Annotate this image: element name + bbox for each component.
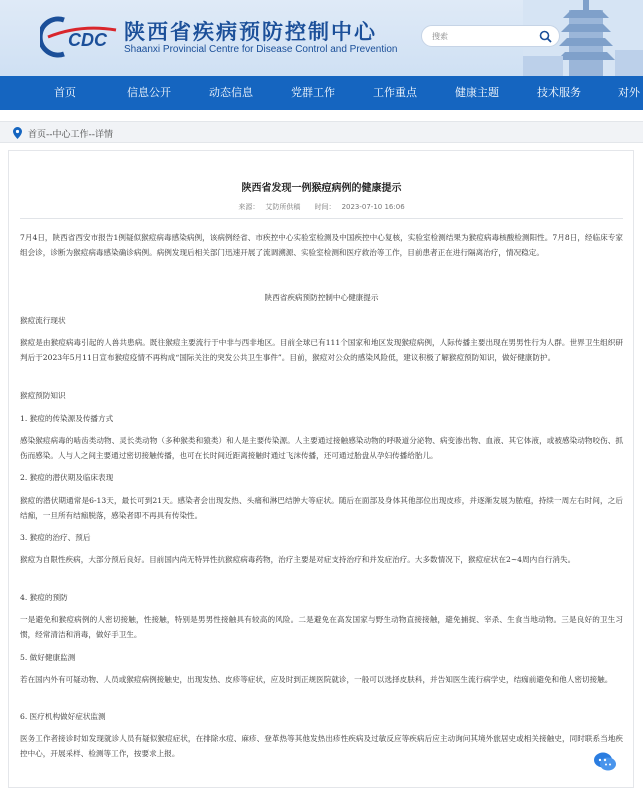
nav-item-key-work[interactable]: 工作重点 <box>373 86 417 99</box>
section-heading: 猴痘流行现状 <box>20 316 66 325</box>
source-label: 来源： <box>238 203 260 211</box>
article-title: 陕西省发现一例猴痘病例的健康提示 <box>241 183 402 194</box>
section-heading: 5. 做好健康监测 <box>20 653 76 662</box>
article-time: 2023-07-10 16:06 <box>341 203 405 211</box>
section-heading: 6. 医疗机构做好症状监测 <box>20 712 106 721</box>
site-name-en: Shaanxi Provincial Centre for Disease Control and Prevention <box>124 44 398 55</box>
nav-item-home[interactable]: 首页 <box>54 86 76 99</box>
section-heading: 1. 猴痘的传染源及传播方式 <box>20 414 114 423</box>
title-divider <box>20 218 623 219</box>
article-paragraph: 医务工作者接诊时如发现就诊人员有疑似猴痘症状，在排除水痘、麻疹、登革热等其他发热出疹性疾病及过敏反应等疾病后应主动询问其境外旅居史或相关接触史，同时联系当地疾控中心，开展采样、检测等工作，按要求上报。 <box>20 734 623 758</box>
article-paragraph: 猴痘是由猴痘病毒引起的人兽共患病。既往猴痘主要流行于中非与西非地区。目前全球已有111个国家和地区发现猴痘病例，人际传播主要出现在男男性行为人群。世界卫生组织研判后于2023年5月11日宣布猴痘疫情不再构成“国际关注的突发公共卫生事件”。目前，猴痘对公众的感染风险低，建议积极了解猴痘预防知识，做好健康防护。 <box>20 338 623 362</box>
article-source: 艾防所供稿 <box>265 203 301 211</box>
article-paragraph: 陕西省疾病预防控制中心健康提示 <box>264 293 379 302</box>
nav-item-health-topics[interactable]: 健康主题 <box>455 86 499 99</box>
article-paragraph: 猴痘为自限性疾病，大部分预后良好。目前国内尚无特异性抗猴痘病毒药物，治疗主要是对症支持治疗和并发症治疗。大多数情况下，猴痘症状在2~4周内自行消失。 <box>20 555 576 564</box>
chat-icon[interactable] <box>593 751 617 773</box>
site-name-cn: 陕西省疾病预防控制中心 <box>124 19 377 44</box>
search-box <box>421 25 560 47</box>
section-heading: 3. 猴痘的治疗、预后 <box>20 533 91 542</box>
nav-item-info-disclosure[interactable]: 信息公开 <box>127 86 171 99</box>
article-paragraph: 感染猴痘病毒的啮齿类动物、灵长类动物（多种猴类和猿类）和人是主要传染源。人主要通过接触感染动物的呼吸道分泌物、病变渗出物、血液、其它体液，或被感染动物咬伤、抓伤而感染。人与人之间主要通过密切接触传播，也可在长时间近距离接触时通过飞沫传播，还可通过胎盘从孕妇传播给胎儿。 <box>20 436 623 460</box>
section-heading: 猴痘预防知识 <box>20 391 66 400</box>
breadcrumb-bar <box>0 121 643 143</box>
search-icon[interactable] <box>539 30 552 43</box>
location-pin-icon <box>13 127 22 139</box>
section-heading: 2. 猴痘的潜伏期及临床表现 <box>20 473 114 482</box>
nav-item-party-work[interactable]: 党群工作 <box>291 86 335 99</box>
article-paragraph: 7月4日，陕西省西安市报告1例疑似猴痘病毒感染病例，该病例经省、市疾控中心实验室检测及中国疾控中心复核，实验室检测结果为猴痘病毒核酸检测阳性。7月8日，经临床专家组会诊，诊断为猴痘病毒感染确诊病例。病例发现后相关部门迅速开展了流调溯源、实验室检测和医疗救治等工作，目前患者正在进行隔离治疗，情况稳定。 <box>20 233 623 257</box>
nav-item-tech-services[interactable]: 技术服务 <box>537 86 581 99</box>
cdc-logo <box>40 16 120 58</box>
article-paragraph: 猴痘的潜伏期通常是6-13天，最长可到21天。感染者会出现发热、头痛和淋巴结肿大等症状。随后在面部及身体其他部位出现皮疹，并逐渐发展为脓疱，持续一周左右时间，之后结痂，一旦所有结痂脱落，感染者即不再具有传染性。 <box>20 496 623 520</box>
search-input[interactable] <box>432 29 532 43</box>
nav-item-external[interactable]: 对外 <box>618 86 640 99</box>
main-nav <box>0 76 643 110</box>
site-header <box>0 0 643 76</box>
section-heading: 4. 猴痘的预防 <box>20 593 68 602</box>
article-meta <box>0 202 643 212</box>
breadcrumb[interactable]: 首页--中心工作--详情 <box>28 130 113 140</box>
svg-text:CDC: CDC <box>68 30 107 50</box>
nav-item-news[interactable]: 动态信息 <box>209 86 253 99</box>
time-label: 时间： <box>314 203 336 211</box>
article-paragraph: 一是避免和猴痘病例的人密切接触，性接触，特别是男男性接触具有较高的风险。二是避免在高发国家与野生动物直接接触，避免捕捉、宰杀、生食当地动物。三是良好的卫生习惯，经常清洁和消毒，做好手卫生。 <box>20 615 623 639</box>
article-paragraph: 若在国内外有可疑动物、人员或猴痘病例接触史，出现发热、皮疹等症状，应及时到正规医院就诊，一般可以选择皮肤科，并告知医生流行病学史，结痂前避免和他人密切接触。 <box>20 675 613 684</box>
